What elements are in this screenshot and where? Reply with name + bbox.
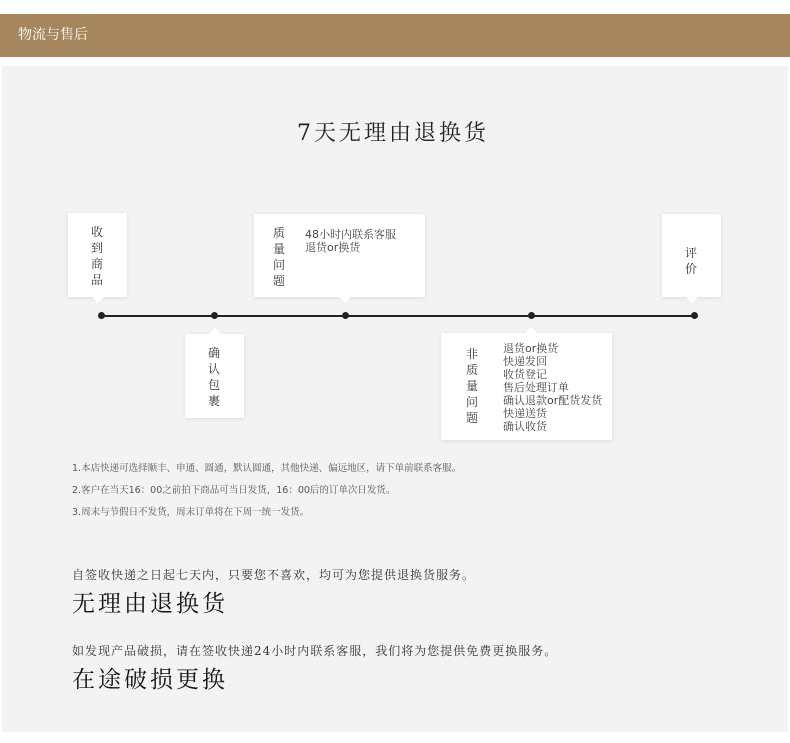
timeline-step-label: 评价 xyxy=(684,246,697,276)
step-detail: 收货登记 xyxy=(503,368,547,381)
timeline-step-card xyxy=(68,213,127,297)
note-item: 2.客户在当天16：00之前拍下商品可当日发货，16：00后的订单次日发货。 xyxy=(72,485,396,496)
timeline-step-details xyxy=(305,228,396,254)
step-detail: 退货or换货 xyxy=(503,342,559,355)
timeline-step-card xyxy=(185,334,244,418)
step-detail: 确认退款or配货发货 xyxy=(503,394,603,407)
timeline-dot xyxy=(98,312,105,319)
step-detail: 快递送货 xyxy=(503,407,547,420)
content-panel xyxy=(2,66,788,732)
timeline-dot xyxy=(342,312,349,319)
page-title: 7天无理由退换货 xyxy=(297,121,489,146)
header-bar xyxy=(0,14,790,57)
timeline-dot xyxy=(691,312,698,319)
note-item: 1.本店快递可选择顺丰、申通、圆通，默认圆通，其他快递、偏远地区，请下单前联系客服。 xyxy=(72,463,462,474)
damage-heading: 在途破损更换 xyxy=(72,667,228,693)
timeline-step-label: 非质量问题 xyxy=(465,347,478,425)
damage-intro-text: 如发现产品破损，请在签收快递24小时内联系客服，我们将为您提供免费更换服务。 xyxy=(72,644,558,658)
step-detail: 48小时内联系客服 xyxy=(305,228,396,241)
timeline-step-card xyxy=(662,214,721,297)
timeline-step-details xyxy=(503,342,602,433)
step-detail: 确认收货 xyxy=(503,420,547,433)
note-item: 3.周末与节假日不发货，周末订单将在下周一统一发货。 xyxy=(72,507,310,518)
timeline-dot xyxy=(528,312,535,319)
return-intro-text: 自签收快递之日起七天内，只要您不喜欢，均可为您提供退换货服务。 xyxy=(72,568,476,582)
timeline-step-label: 确认包裹 xyxy=(207,346,220,408)
timeline-step-card xyxy=(441,333,612,440)
step-detail: 售后处理订单 xyxy=(503,381,569,394)
header-title: 物流与售后 xyxy=(18,27,88,43)
return-heading: 无理由退换货 xyxy=(72,591,228,617)
shipping-notes xyxy=(72,458,461,524)
step-detail: 快递发回 xyxy=(503,355,547,368)
step-detail: 退货or换货 xyxy=(305,241,361,254)
timeline-dot xyxy=(211,312,218,319)
timeline-line xyxy=(101,315,695,317)
timeline-step-card xyxy=(254,214,425,297)
timeline-step-label: 收到商品 xyxy=(90,225,103,287)
timeline-step-label: 质量问题 xyxy=(272,226,285,288)
